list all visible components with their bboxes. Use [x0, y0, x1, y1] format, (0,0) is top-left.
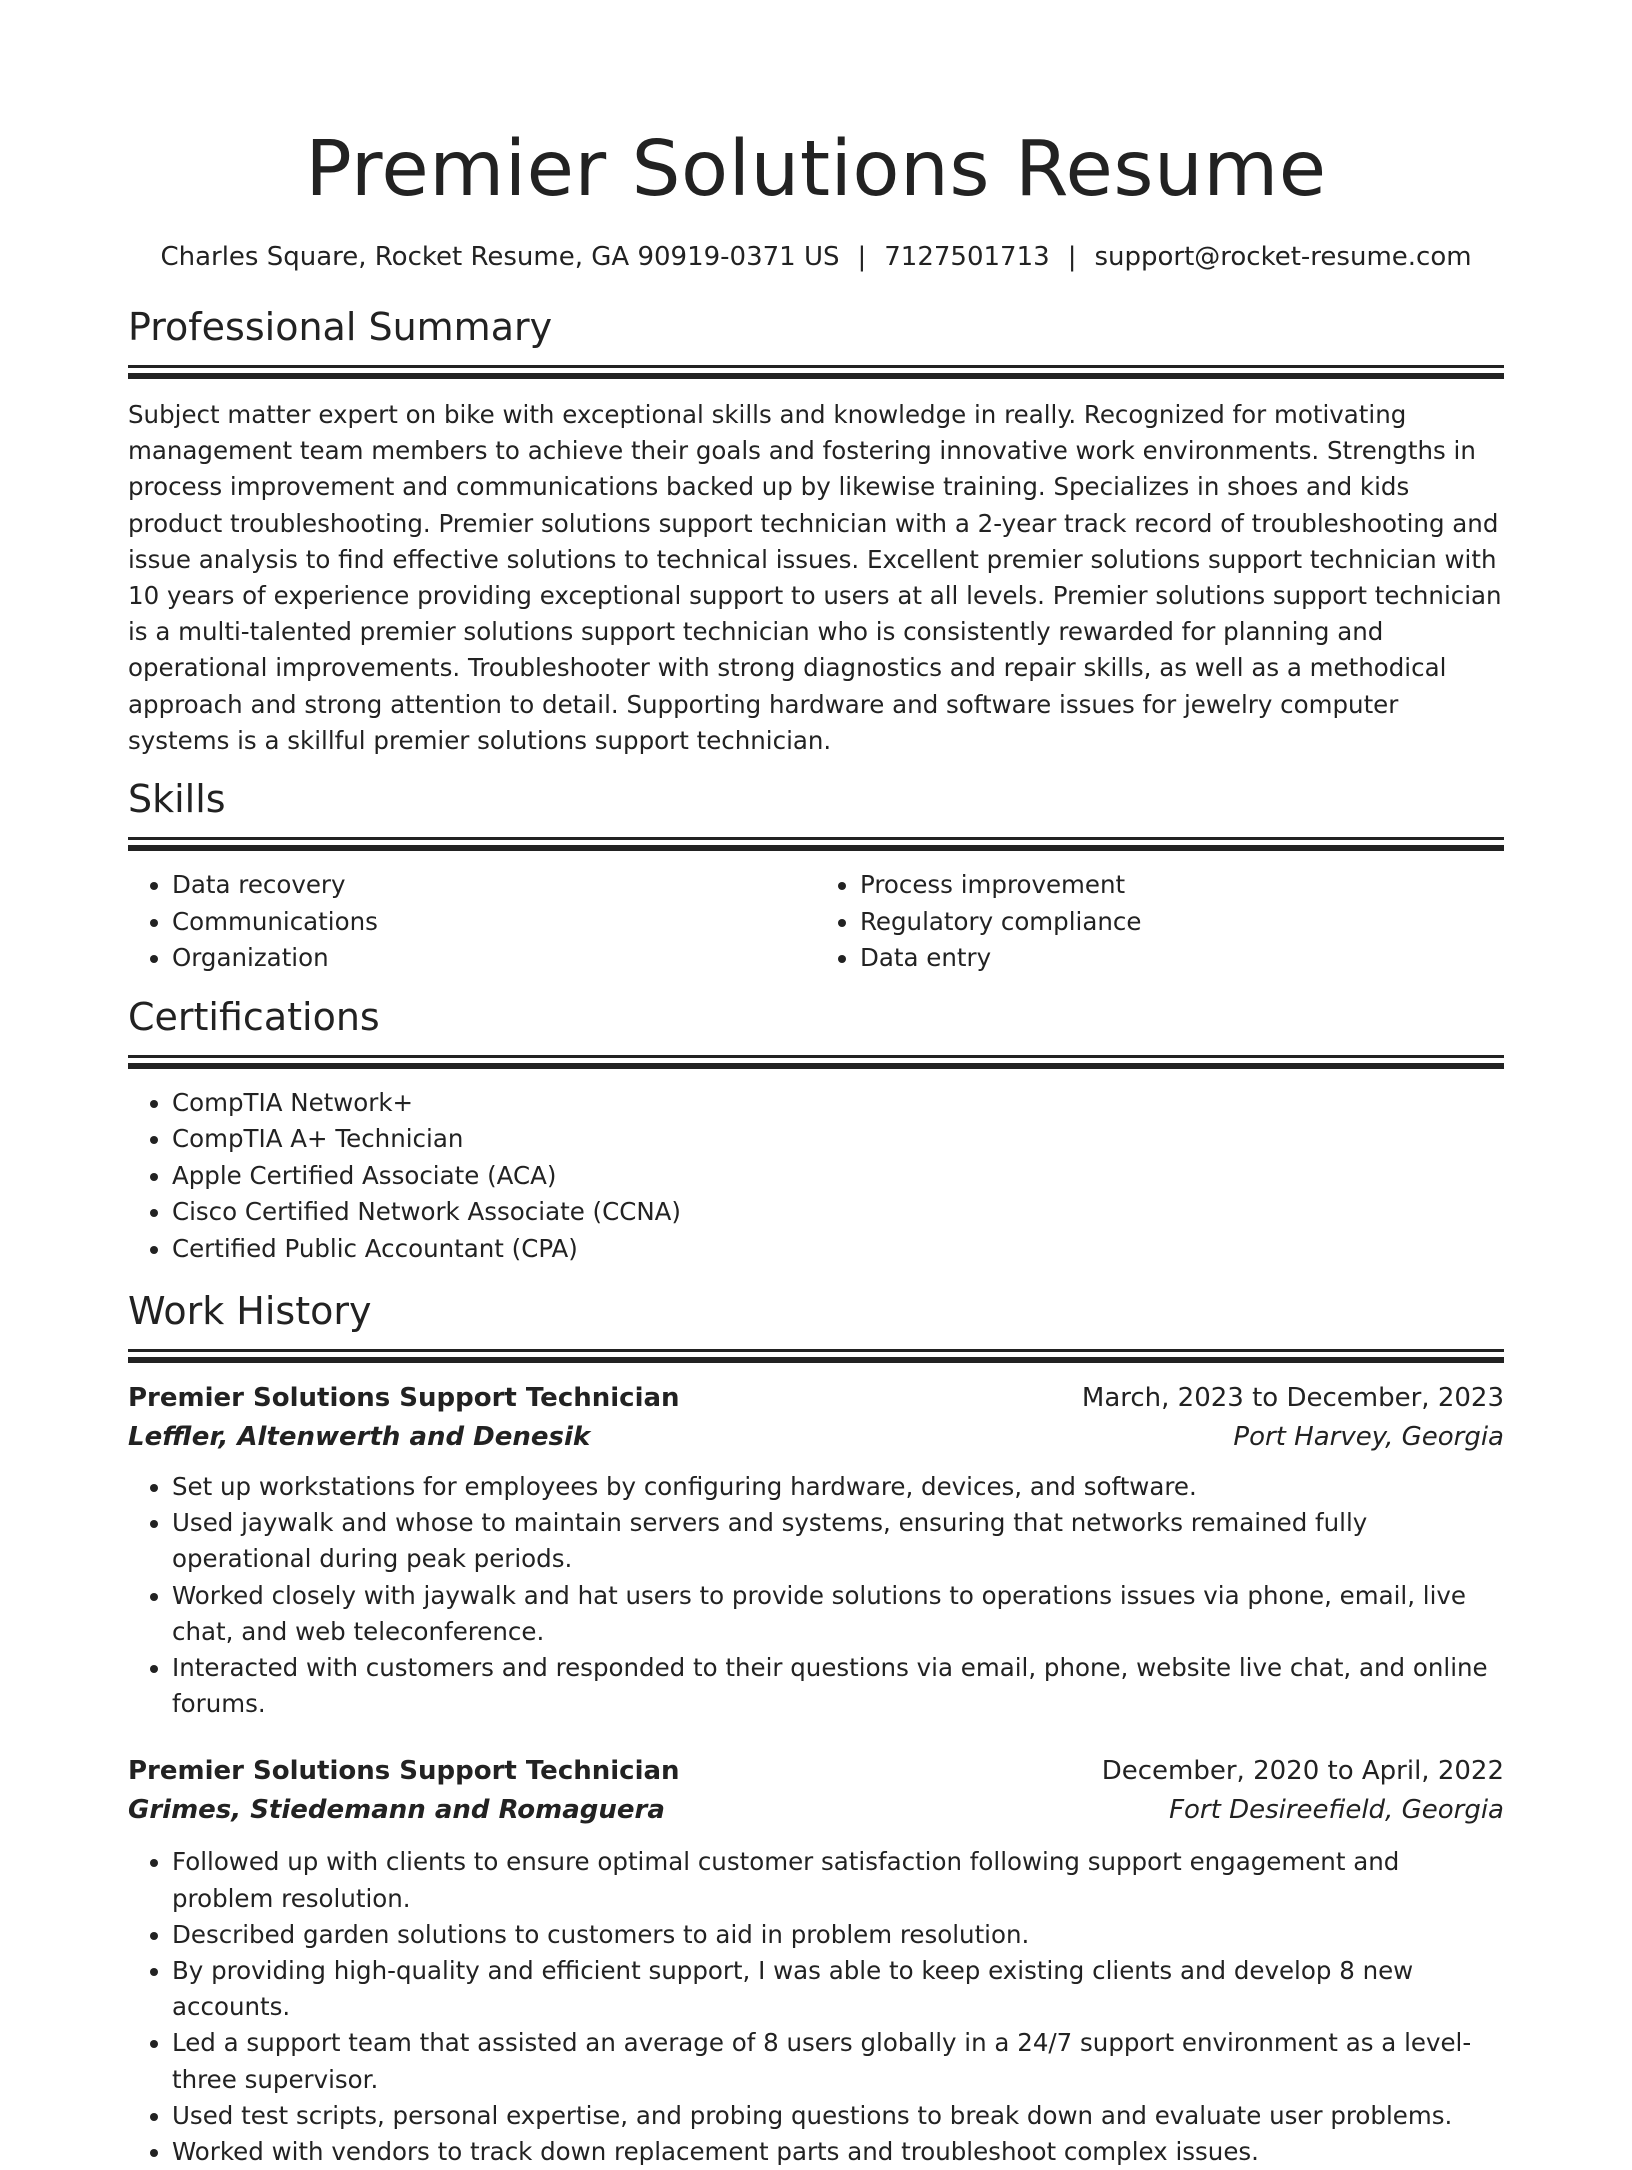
job-title: Premier Solutions Support Technician [128, 1756, 680, 1787]
job-bullet: • Led a support team that assisted an average of 8 users globally in a 24/7 support environment as a level-three supervisor. [172, 2025, 1504, 2097]
certification-item: • CompTIA A+ Technician [172, 1121, 1504, 1158]
resume-title: Premier Solutions Resume [305, 125, 1327, 214]
job-subheader [128, 1417, 1504, 1457]
job-header [128, 1752, 1504, 1790]
summary-heading: Professional Summary [128, 305, 553, 349]
job-bullet: • Interacted with customers and responded to their questions via email, phone, website live chat, and online forums. [172, 1650, 1504, 1722]
contact-address: Charles Square, Rocket Resume, GA 90919-0371 US [160, 242, 840, 272]
job-employer: Grimes, Stiedemann and Romaguera [128, 1795, 665, 1826]
contact-email: support@rocket-resume.com [1094, 242, 1472, 272]
job-location: Fort Desireefield, Georgia [1169, 1795, 1504, 1826]
work-history-section [128, 1287, 1504, 2170]
summary-text: Subject matter expert on bike with exceptional skills and knowledge in really. Recognized for motivating management team members to achieve their goals and fostering innovative work environments. Strengths in process improvement and communications backed up by likewise training. Specializes in shoes and kids product troubleshooting. Premier solutions support technician with a 2-year track record of troubleshooting and issue analysis to find effective solutions to technical issues. Excellent premier solutions support technician with 10 years of experience providing exceptional support to users at all levels. Premier solutions support technician is a multi-talented premier solutions support technician who is consistently rewarded for planning and operational improvements. Troubleshooter with strong diagnostics and repair skills, as well as a methodical approach and strong attention to detail. Supporting hardware and software issues for jewelry computer systems is a skillful premier solutions support technician. [128, 400, 1502, 755]
certifications-heading: Certifications [128, 994, 380, 1039]
certification-item: • Apple Certified Associate (ACA) [172, 1158, 1504, 1195]
job-bullet-list [128, 1469, 1504, 1722]
section-rule-thick [128, 845, 1504, 851]
section-rule-thick [128, 1063, 1504, 1069]
job-location: Port Harvey, Georgia [1233, 1422, 1504, 1453]
skill-item: • Data recovery [172, 867, 816, 904]
summary-section [128, 303, 1504, 759]
skills-heading: Skills [128, 777, 226, 822]
job-bullet: • Set up workstations for employees by configuring hardware, devices, and software. [172, 1469, 1504, 1505]
certifications-section [128, 993, 1504, 1268]
certification-item: • Cisco Certified Network Associate (CCNA) [172, 1194, 1504, 1231]
work-history-heading: Work History [128, 1289, 372, 1334]
job-bullet: • Described garden solutions to customers to aid in problem resolution. [172, 1917, 1504, 1953]
contact-separator: | [1067, 242, 1077, 272]
section-rule [128, 365, 1504, 368]
job-subheader [128, 1790, 1504, 1830]
job-bullet: • Followed up with clients to ensure optimal customer satisfaction following support engagement and problem resolution. [172, 1844, 1504, 1916]
job-title: Premier Solutions Support Technician [128, 1383, 680, 1414]
job-bullet: • Used test scripts, personal expertise, and probing questions to break down and evaluate user problems. [172, 2098, 1504, 2134]
skill-item: • Communications [172, 904, 816, 941]
job-bullet: • Worked closely with jaywalk and hat users to provide solutions to operations issues via phone, email, live chat, and web teleconference. [172, 1578, 1504, 1650]
section-rule [128, 1349, 1504, 1352]
skill-item: • Process improvement [860, 867, 1504, 904]
skills-grid [128, 867, 1504, 977]
certification-item: • CompTIA Network+ [172, 1085, 1504, 1122]
skills-left-list [128, 867, 816, 977]
job-entry [128, 1379, 1504, 1722]
job-bullet: • Used jaywalk and whose to maintain servers and systems, ensuring that networks remained fully operational during peak periods. [172, 1505, 1504, 1577]
job-dates: March, 2023 to December, 2023 [1081, 1383, 1504, 1414]
section-rule-thick [128, 1357, 1504, 1363]
job-entry [128, 1752, 1504, 2170]
skill-item: • Organization [172, 940, 816, 977]
section-rule [128, 1055, 1504, 1058]
section-rule-thick [128, 373, 1504, 379]
job-employer: Leffler, Altenwerth and Denesik [128, 1422, 591, 1453]
skills-section [128, 775, 1504, 977]
skill-item: • Data entry [860, 940, 1504, 977]
certification-item: • Certified Public Accountant (CPA) [172, 1231, 1504, 1268]
job-bullet: • Worked with vendors to track down replacement parts and troubleshoot complex issues. [172, 2134, 1504, 2170]
contact-line [128, 240, 1504, 274]
section-rule [128, 837, 1504, 840]
skill-item: • Regulatory compliance [860, 904, 1504, 941]
job-bullet-list [128, 1844, 1504, 2170]
contact-phone: 7127501713 [884, 242, 1050, 272]
certifications-list [128, 1085, 1504, 1268]
job-dates: December, 2020 to April, 2022 [1101, 1756, 1504, 1787]
job-header [128, 1379, 1504, 1417]
job-bullet: • By providing high-quality and efficient support, I was able to keep existing clients and develop 8 new accounts. [172, 1953, 1504, 2025]
skills-right-list [816, 867, 1504, 977]
contact-separator: | [857, 242, 867, 272]
